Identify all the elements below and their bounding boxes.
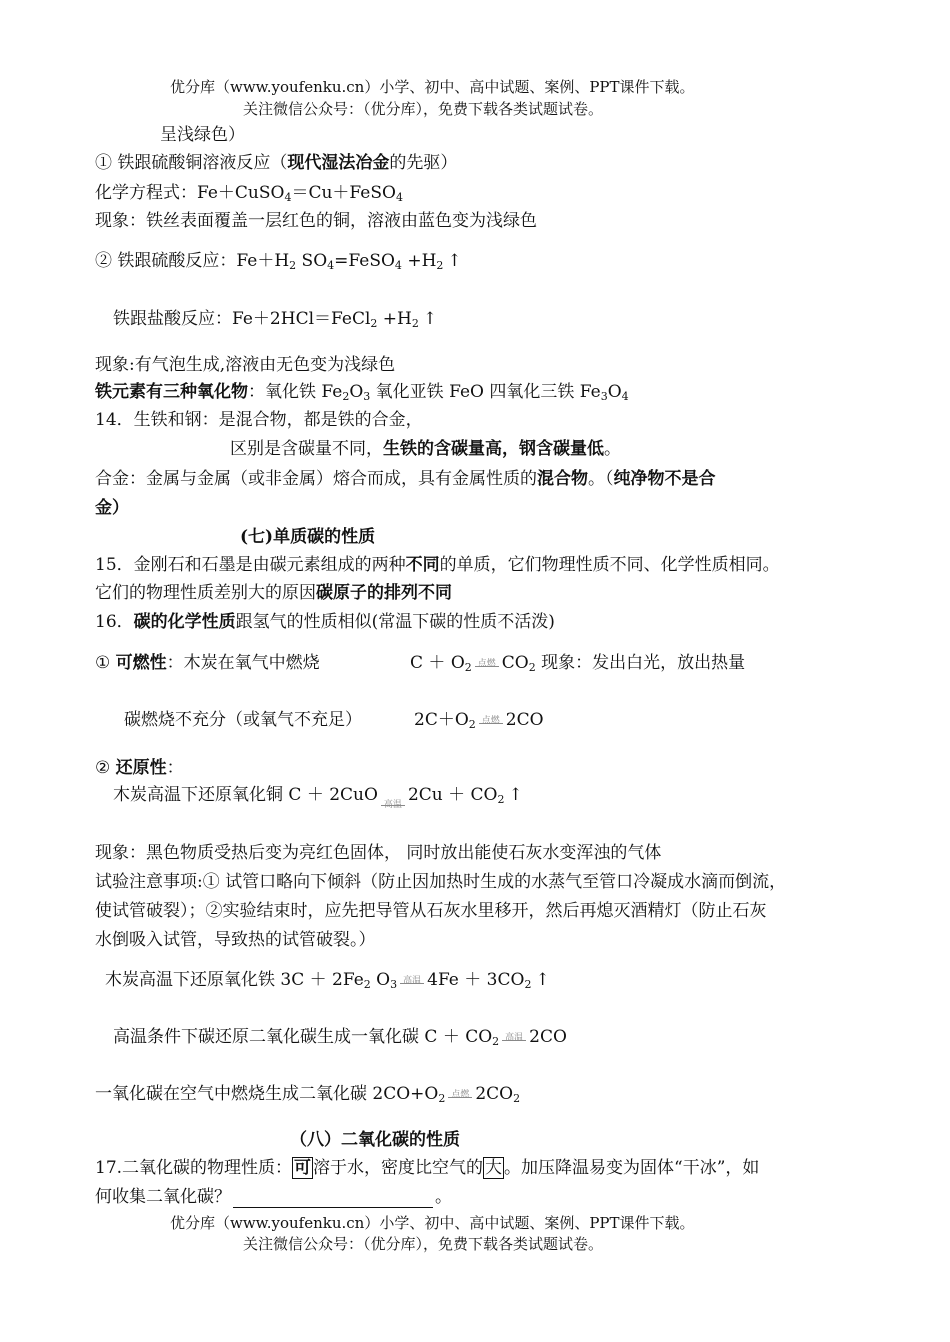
- equation-line: 一氧化碳在空气中燃烧生成二氧化碳 $2CO+O_2$ 点燃 $2CO_2$: [95, 1084, 521, 1105]
- equation-line: $C + O_2$ 点燃 $CO_2$ 现象：发出白光，放出热量: [410, 653, 746, 674]
- text-line: 它们的物理性质差别大的原因碳原子的排列不同: [95, 583, 452, 603]
- answer-box: 大: [485, 1158, 503, 1178]
- equation-line: 化学方程式：Fe＋CuSO$_4$＝Cu＋FeSO$_4$: [95, 183, 403, 204]
- text-line: 使试管破裂）；②实验结束时，应先把导管从石灰水里移开，然后再熄灭酒精灯（防止石灰: [95, 901, 767, 921]
- ignite-condition: 点燃: [473, 654, 501, 674]
- text-line: 17.二氧化碳的物理性质： 可 溶于水，密度比空气的 大 。加压降温易变为固体“干冰”，如: [95, 1158, 760, 1178]
- text-line: 14．生铁和钢：是混合物，都是铁的合金，: [95, 410, 423, 430]
- header-line-1: 优分库（www.youfenku.cn）小学、初中、高中试题、案例、PPT课件下载。: [170, 78, 695, 96]
- header-line-2: 关注微信公众号：（优分库），免费下载各类试题试卷。: [243, 100, 604, 118]
- section-heading: (七)单质碳的性质: [240, 527, 376, 547]
- high-temp-condition: 高温: [379, 786, 407, 806]
- equation-line: 高温条件下碳还原二氧化碳生成一氧化碳 $C + CO_2$ 高温 2CO: [113, 1027, 567, 1048]
- footer-line-2: 关注微信公众号：（优分库），免费下载各类试题试卷。: [243, 1235, 604, 1253]
- text-line: 试验注意事项:① 试管口略向下倾斜（防止因加热时生成的水蒸气至管口冷凝成水滴而倒流，: [95, 872, 787, 892]
- equation-line: $2C+O_2$ 点燃 2CO: [414, 710, 544, 731]
- text-line: 现象：铁丝表面覆盖一层红色的铜，溶液由蓝色变为浅绿色: [95, 211, 537, 231]
- footer-line-1: 优分库（www.youfenku.cn）小学、初中、高中试题、案例、PPT课件下载。: [170, 1214, 695, 1232]
- text-line: 现象：黑色物质受热后变为亮红色固体， 同时放出能使石灰水变浑浊的气体: [95, 843, 662, 863]
- equation-line: 铁跟盐酸反应：Fe＋2HCl＝FeCl$_2$ $+H_2$ ↑: [113, 309, 438, 330]
- text-line: 铁元素有三种氧化物：氧化铁 $Fe_2O_3$ 氧化亚铁 FeO 四氧化三铁 $Fe_3O_4$: [95, 382, 629, 403]
- text-line: 16．碳的化学性质跟氢气的性质相似(常温下碳的性质不活泼): [95, 612, 555, 632]
- answer-box: 可: [294, 1158, 312, 1178]
- high-temp-condition: 高温: [398, 971, 426, 991]
- text-line: 合金：金属与金属（或非金属）熔合而成，具有金属性质的混合物。（纯净物不是合: [95, 469, 716, 489]
- ignite-condition: 点燃: [477, 711, 505, 731]
- equation-line: 碳燃烧不充分（或氧气不充足）: [124, 710, 362, 730]
- equation-line: ① 可燃性：木炭在氧气中燃烧: [95, 653, 320, 673]
- answer-blank[interactable]: [233, 1191, 433, 1208]
- text-line: 区别是含碳量不同，生铁的含碳量高，钢含碳量低。: [230, 439, 621, 459]
- high-temp-condition: 高温: [500, 1028, 528, 1048]
- equation-line: 木炭高温下还原氧化铁 $3C + 2Fe_2$ $O_3$ 高温 $4Fe + 3CO_2$ ↑: [105, 970, 550, 991]
- text-line: 呈浅绿色）: [160, 125, 245, 145]
- equation-line: ② 铁跟硫酸反应：$Fe+H_2$ $SO_4=FeSO_4 +H_2$ ↑: [95, 251, 462, 272]
- text-line: ② 还原性：: [95, 758, 184, 778]
- section-heading: （八）二氧化碳的性质: [290, 1130, 460, 1150]
- text-line: 水倒吸入试管，导致热的试管破裂。）: [95, 930, 376, 950]
- text-line: ① 铁跟硫酸铜溶液反应（现代湿法冶金的先驱）: [95, 153, 458, 173]
- equation-line: 木炭高温下还原氧化铜 C ＋ 2CuO 高温 $2Cu + CO_2$ ↑: [113, 785, 523, 810]
- text-line: 15．金刚石和石墨是由碳元素组成的两种不同的单质，它们物理性质不同、化学性质相同。: [95, 555, 780, 575]
- text-line: 何收集二氧化碳？ 。: [95, 1187, 452, 1207]
- text-line: 现象:有气泡生成,溶液由无色变为浅绿色: [95, 355, 396, 375]
- ignite-condition: 点燃: [446, 1085, 474, 1105]
- text-line: 金）: [95, 498, 129, 518]
